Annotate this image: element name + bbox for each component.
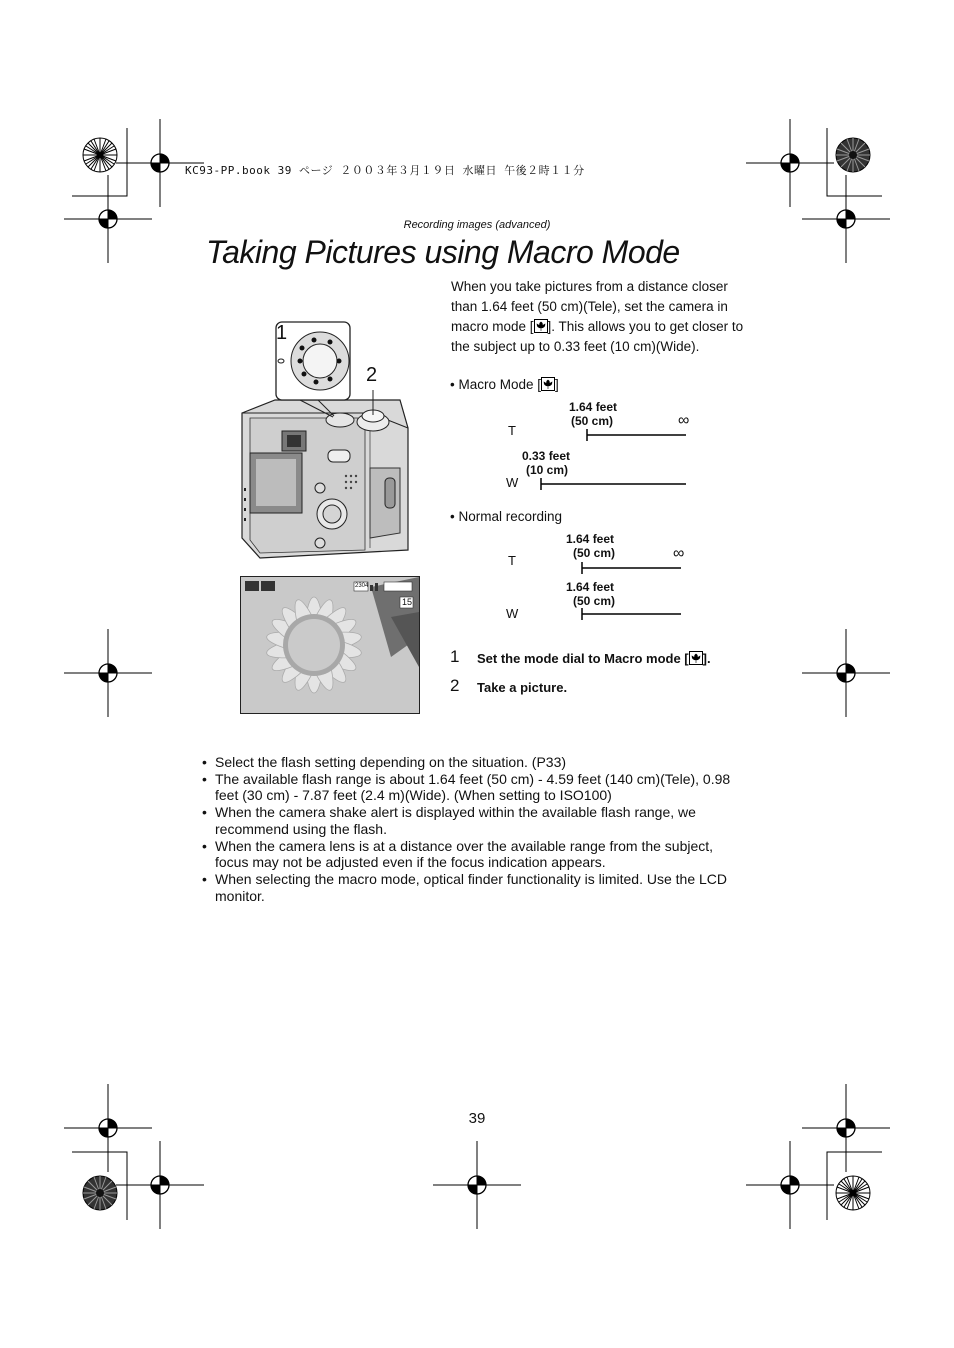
macro-mode-label bbox=[450, 377, 559, 392]
page-title: Taking Pictures using Macro Mode bbox=[206, 234, 680, 270]
note-item: • The available flash range is about 1.64 feet (50 cm) - 4.59 feet (140 cm)(Tele), 0.98 feet (30 cm) - 7.87 feet (2.4 m)(Wide). (When setting to ISO100) bbox=[202, 771, 747, 804]
note-item: • When selecting the macro mode, optical finder functionality is limited. Use the LCD monitor. bbox=[202, 871, 747, 904]
note-item: • When the camera shake alert is displayed within the available flash range, we recommend using the flash. bbox=[202, 804, 747, 837]
lcd-counter: 15 bbox=[402, 597, 413, 607]
normal-tele-distance bbox=[566, 532, 615, 560]
lcd-sample-image bbox=[240, 576, 420, 714]
callout-1: 1 bbox=[276, 322, 288, 344]
step-1-text-main: Set the mode dial to Macro mode [ bbox=[477, 651, 689, 666]
normal-recording-label: • Normal recording bbox=[450, 509, 563, 524]
macro-wide-distance-cm: (10 cm) bbox=[526, 463, 569, 477]
normal-tele-range-bar bbox=[580, 561, 684, 575]
lcd-resolution: 2304 bbox=[355, 583, 369, 589]
page-number: 39 bbox=[468, 1110, 486, 1127]
step-1-number: 1 bbox=[450, 647, 460, 666]
intro-text-2: ]. This allows you to get closer to the subject up to 0.33 feet (10 cm)(Wide). bbox=[451, 319, 744, 354]
step-2-text: Take a picture. bbox=[477, 680, 568, 695]
normal-wide-range-bar bbox=[580, 607, 684, 621]
intro-paragraph bbox=[451, 277, 751, 357]
macro-wide-label: W bbox=[506, 475, 519, 490]
notes-list bbox=[202, 754, 747, 904]
macro-mode-label-close: ] bbox=[555, 377, 559, 392]
macro-tele-label: T bbox=[508, 423, 516, 438]
macro-tele-range-bar bbox=[585, 428, 690, 442]
macro-icon bbox=[541, 377, 555, 391]
macro-wide-range-bar bbox=[539, 477, 689, 491]
macro-tele-distance bbox=[569, 400, 617, 428]
normal-tele-label: T bbox=[508, 553, 516, 568]
macro-wide-distance-ft: 0.33 feet bbox=[522, 449, 571, 463]
callout-2: 2 bbox=[366, 364, 378, 386]
step-1-text bbox=[477, 651, 711, 666]
step-2-number: 2 bbox=[450, 676, 460, 695]
normal-wide-label: W bbox=[506, 606, 519, 621]
macro-mode-label-text: • Macro Mode [ bbox=[450, 377, 542, 392]
note-item: • Select the flash setting depending on the situation. (P33) bbox=[202, 754, 747, 771]
macro-icon bbox=[534, 319, 548, 333]
macro-icon bbox=[689, 651, 703, 665]
step-1-text-close: ]. bbox=[702, 651, 711, 666]
normal-wide-distance bbox=[566, 580, 615, 608]
macro-tele-distance-cm: (50 cm) bbox=[571, 414, 614, 428]
macro-tele-infinity: ∞ bbox=[678, 412, 690, 429]
normal-tele-distance-ft: 1.64 feet bbox=[566, 532, 615, 546]
note-item: • When the camera lens is at a distance over the available range from the subject, focus may not be adjusted even if the focus indication appears. bbox=[202, 838, 747, 871]
normal-tele-distance-cm: (50 cm) bbox=[573, 546, 616, 560]
section-title: Recording images (advanced) bbox=[403, 219, 551, 231]
normal-wide-distance-ft: 1.64 feet bbox=[566, 580, 615, 594]
print-file-info: KC93-PP.book 39 ページ ２００３年３月１９日 水曜日 午後２時１１分 bbox=[185, 164, 585, 177]
sunflower-image bbox=[241, 577, 419, 713]
macro-wide-distance bbox=[522, 449, 570, 477]
normal-tele-infinity: ∞ bbox=[673, 545, 685, 562]
normal-wide-distance-cm: (50 cm) bbox=[573, 594, 616, 608]
macro-tele-distance-ft: 1.64 feet bbox=[569, 400, 618, 414]
camera-illustration bbox=[230, 318, 415, 563]
intro-text-1: When you take pictures from a distance closer than 1.64 feet (50 cm)(Tele), set the camera in macro mode [ bbox=[451, 279, 728, 334]
